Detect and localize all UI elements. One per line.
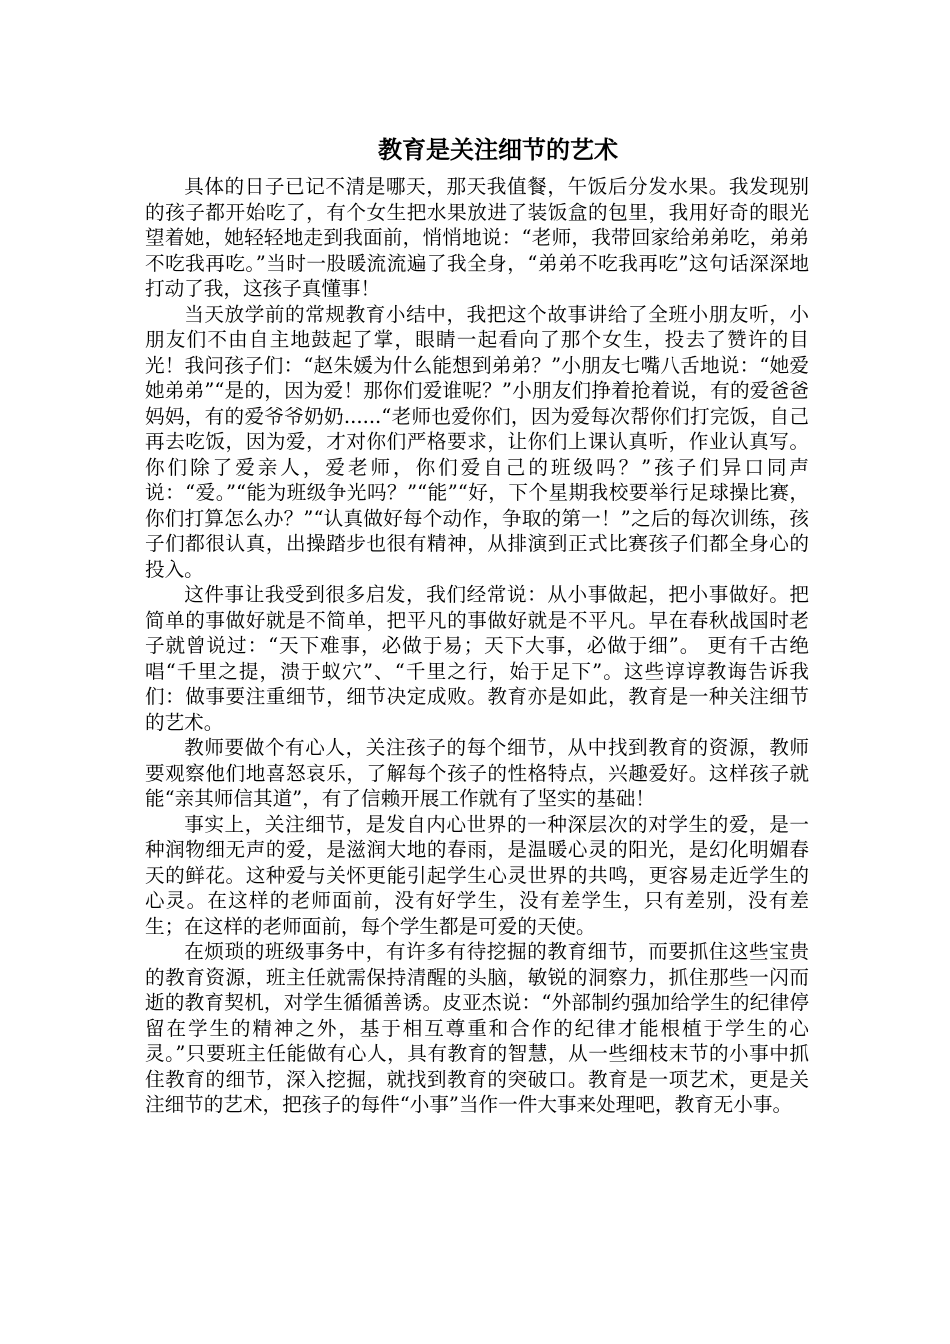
paragraph-1: 具体的日子已记不清是哪天，那天我值餐，午饭后分发水果。我发现别的孩子都开始吃了，有个女生把水果放进了装饭盒的包里，我用好奇的眼光望着她，她轻轻地走到我面前，悄悄地说：“老师，我带回家给弟弟吃，弟弟不吃我再吃。”当时一股暖流流遍了我全身，“弟弟不吃我再吃”这句话深深地打动了我，这孩子真懂事！: [145, 175, 809, 300]
paragraph-2: 当天放学前的常规教育小结中，我把这个故事讲给了全班小朋友听，小朋友们不由自主地鼓起了掌，眼睛一起看向了那个女生，投去了赞许的目光！我问孩子们：“赵朱媛为什么能想到弟弟？”小朋友七嘴八舌地说：“她爱她弟弟”“是的，因为爱！那你们爱谁呢？”小朋友们挣着抢着说，有的爱爸爸妈妈，有的爱爷爷奶奶......“老师也爱你们，因为爱每次帮你们打完饭，自己再去吃饭，因为爱，才对你们严格要求，让你们上课认真听，作业认真写。你们除了爱亲人，爱老师，你们爱自己的班级吗？”孩子们异口同声说：“爱。”“能为班级争光吗？”“能”“好，下个星期我校要举行足球操比赛，你们打算怎么办？”“认真做好每个动作，争取的第一！”之后的每次训练，孩子们都很认真，出操踏步也很有精神，从排演到正式比赛孩子们都全身心的投入。: [145, 302, 809, 581]
paragraph-3: 这件事让我受到很多启发，我们经常说：从小事做起，把小事做好。把简单的事做好就是不简单，把平凡的事做好就是不平凡。早在春秋战国时老子就曾说过：“天下难事，必做于易；天下大事，必做于细”。 更有千古绝唱“千里之提，溃于蚁穴”、“千里之行，始于足下”。这些谆谆教诲告诉我们：做事要注重细节，细节决定成败。教育亦是如此，教育是一种关注细节的艺术。: [145, 583, 809, 734]
paragraph-4: 教师要做个有心人，关注孩子的每个细节，从中找到教育的资源，教师要观察他们地喜怒哀乐，了解每个孩子的性格特点，兴趣爱好。这样孩子就能“亲其师信其道”，有了信赖开展工作就有了坚实的基础！: [145, 736, 809, 810]
paragraph-5: 事实上，关注细节，是发自内心世界的一种深层次的对学生的爱，是一种润物细无声的爱，是滋润大地的春雨，是温暖心灵的阳光，是幻化明媚春天的鲜花。这种爱与关怀更能引起学生心灵世界的共鸣，更容易走近学生的心灵。在这样的老师面前，没有好学生，没有差学生，只有差别，没有差生；在这样的老师面前，每个学生都是可爱的天使。: [145, 812, 809, 938]
document-body: [145, 174, 809, 1118]
document-title: 教育是关注细节的艺术: [378, 135, 618, 164]
paragraph-6: 在烦琐的班级事务中，有许多有待挖掘的教育细节，而要抓住这些宝贵的教育资源，班主任就需保持清醒的头脑，敏锐的洞察力，抓住那些一闪而逝的教育契机，对学生循循善诱。皮亚杰说：“外部制约强加给学生的纪律停留在学生的精神之外，基于相互尊重和合作的纪律才能根植于学生的心灵。”只要班主任能做有心人，具有教育的智慧，从一些细枝末节的小事中抓住教育的细节，深入挖掘，就找到教育的突破口。教育是一项艺术，更是关注细节的艺术，把孩子的每件“小事”当作一件大事来处理吧，教育无小事。: [145, 940, 809, 1116]
